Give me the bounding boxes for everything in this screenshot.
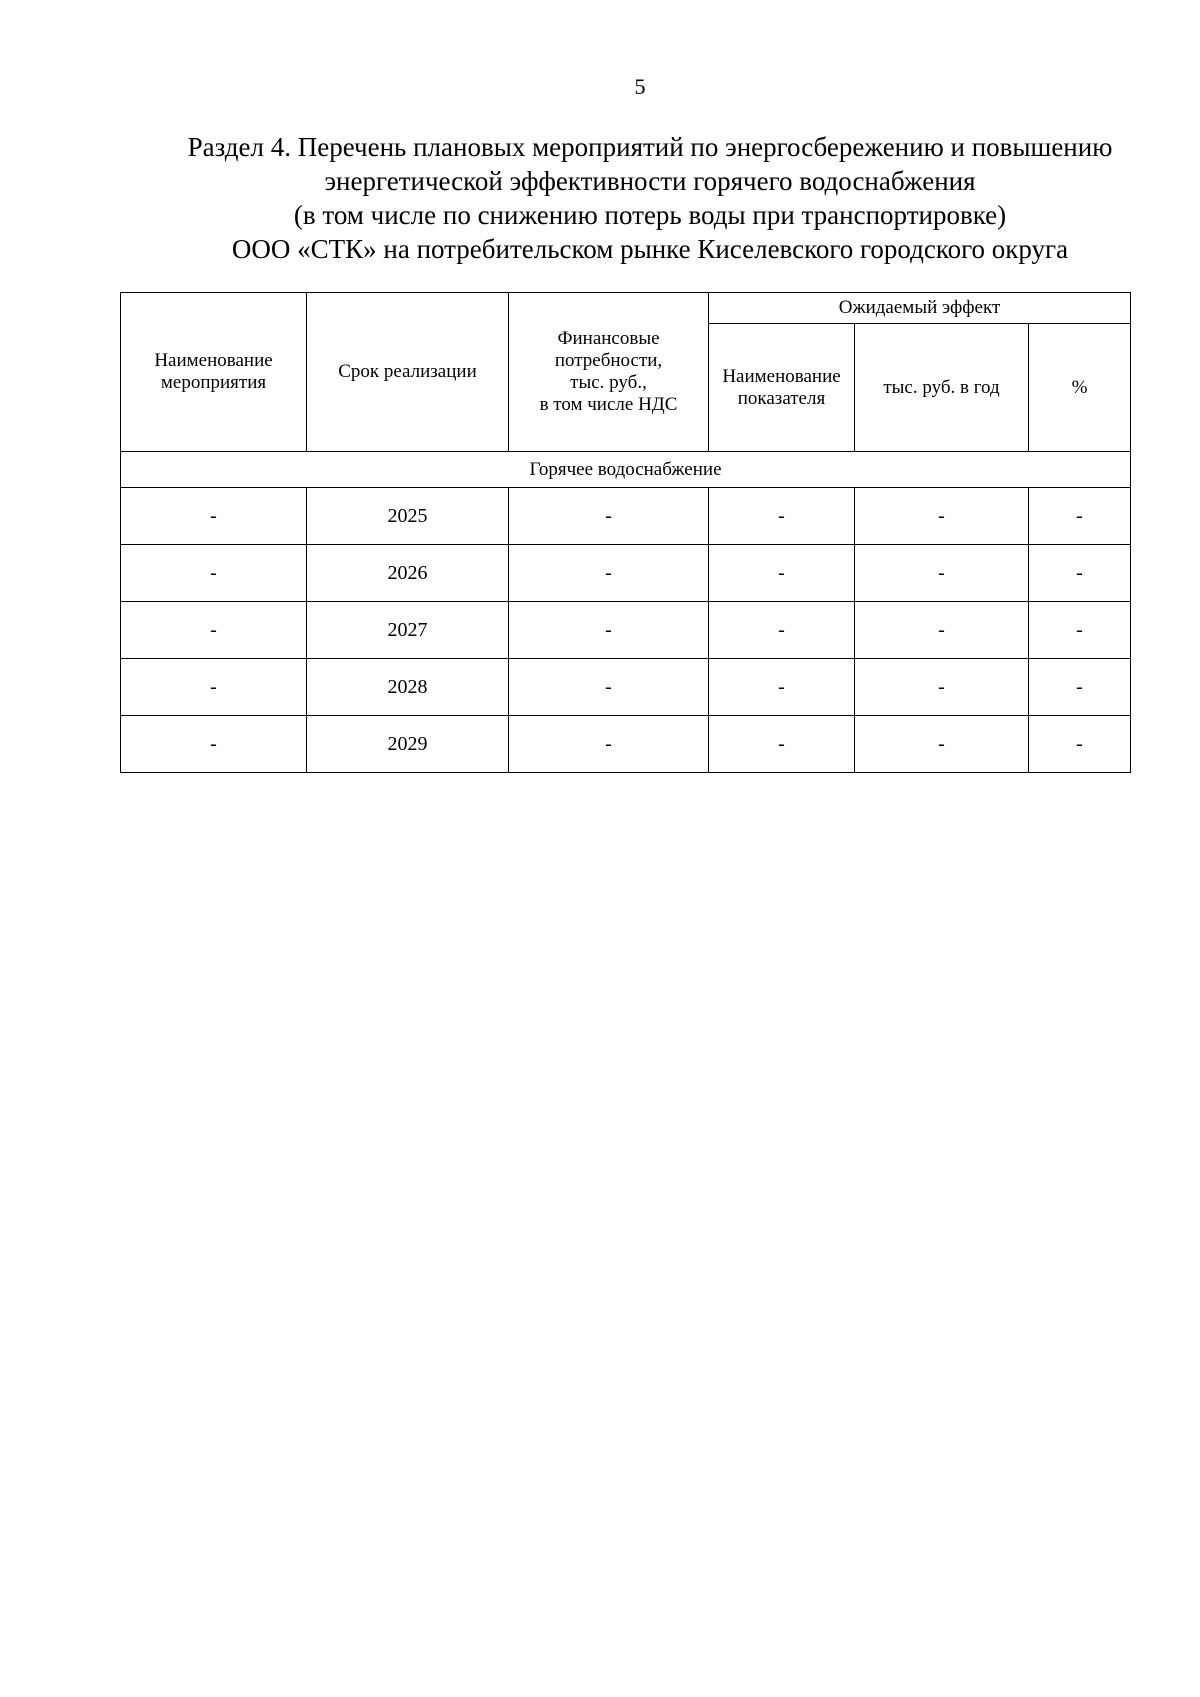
cell-percent: - xyxy=(1029,659,1131,716)
cell-rub: - xyxy=(855,545,1029,602)
table-row xyxy=(121,659,1131,716)
header-period: Срок реализации xyxy=(307,293,509,452)
cell-indicator: - xyxy=(709,716,855,773)
header-indicator-name: Наименование показателя xyxy=(709,324,855,452)
cell-name: - xyxy=(121,716,307,773)
cell-finance: - xyxy=(509,602,709,659)
cell-percent: - xyxy=(1029,488,1131,545)
cell-name: - xyxy=(121,602,307,659)
cell-period: 2029 xyxy=(307,716,509,773)
title-line: энергетической эффективности горячего водоснабжения xyxy=(324,166,976,196)
cell-period: 2025 xyxy=(307,488,509,545)
cell-finance: - xyxy=(509,545,709,602)
cell-finance: - xyxy=(509,716,709,773)
cell-rub: - xyxy=(855,716,1029,773)
cell-percent: - xyxy=(1029,716,1131,773)
title-line: (в том числе по снижению потерь воды при транспортировке) xyxy=(293,200,1007,230)
cell-period: 2028 xyxy=(307,659,509,716)
cell-period: 2026 xyxy=(307,545,509,602)
table-row xyxy=(121,545,1131,602)
title-line: Раздел 4. Перечень плановых мероприятий по энергосбережению и повышению xyxy=(187,132,1113,162)
cell-period: 2027 xyxy=(307,602,509,659)
cell-percent: - xyxy=(1029,545,1131,602)
cell-indicator: - xyxy=(709,602,855,659)
section-row-hot-water: Горячее водоснабжение xyxy=(121,452,1131,488)
cell-finance: - xyxy=(509,659,709,716)
cell-percent: - xyxy=(1029,602,1131,659)
cell-name: - xyxy=(121,488,307,545)
header-finance: Финансовые потребности, тыс. руб., в том числе НДС xyxy=(509,293,709,452)
table-row xyxy=(121,488,1131,545)
cell-name: - xyxy=(121,659,307,716)
cell-rub: - xyxy=(855,602,1029,659)
table-row xyxy=(121,602,1131,659)
cell-indicator: - xyxy=(709,545,855,602)
measures-table xyxy=(120,292,1131,773)
cell-indicator: - xyxy=(709,659,855,716)
section-title xyxy=(160,130,1140,266)
header-measure-name: Наименование мероприятия xyxy=(121,293,307,452)
cell-rub: - xyxy=(855,488,1029,545)
header-expected-effect: Ожидаемый эффект xyxy=(709,293,1131,324)
cell-rub: - xyxy=(855,659,1029,716)
title-line: ООО «СТК» на потребительском рынке Киселевского городского округа xyxy=(231,234,1069,264)
table-row xyxy=(121,716,1131,773)
cell-indicator: - xyxy=(709,488,855,545)
page-number: 5 xyxy=(634,74,646,99)
cell-finance: - xyxy=(509,488,709,545)
header-rub-per-year: тыс. руб. в год xyxy=(855,324,1029,452)
header-percent: % xyxy=(1029,324,1131,452)
cell-name: - xyxy=(121,545,307,602)
